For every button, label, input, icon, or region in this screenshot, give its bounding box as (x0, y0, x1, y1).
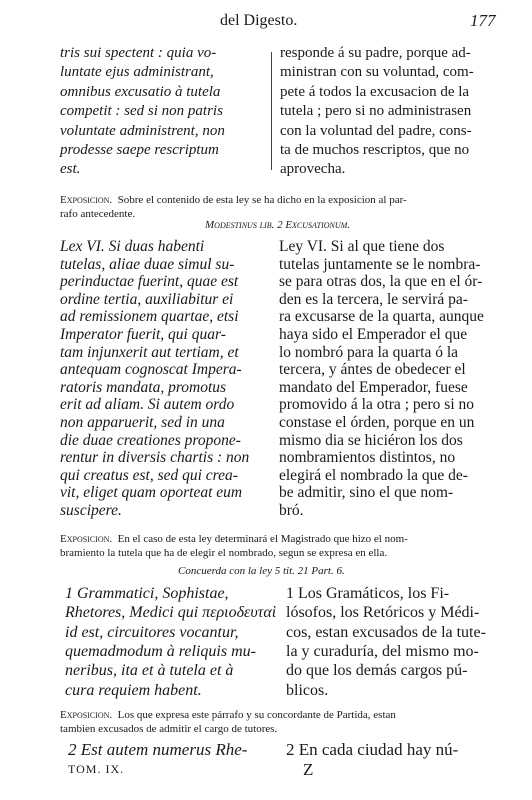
text-line: vit, eliget quam oporteat eum (60, 484, 243, 502)
text-line: lósofos, los Retóricos y Médi- (286, 604, 480, 622)
source-heading-2: Concuerda con la ley 5 tit. 21 Part. 6. (178, 565, 345, 577)
text-line: suscipere. (60, 502, 122, 519)
exposicion-text-line: tambien excusados de admitir el cargo de tutores. (60, 723, 278, 735)
exposicion-label: Exposicion. (60, 194, 113, 206)
exposicion-2 (60, 532, 490, 560)
text-line: qui creatus est, sed qui crea- (60, 466, 238, 484)
text-line: luntate ejus administrant, (60, 64, 214, 81)
text-line: cos, estan excusados de la tute- (286, 623, 486, 641)
text-line: voluntate administrent, non (60, 122, 225, 139)
text-line: ordine tertia, auxiliabitur ei (60, 290, 234, 308)
text-line: die duae creationes propone- (60, 431, 241, 449)
text-line: tutelas juntamente se le nombra- (279, 255, 481, 273)
text-line: prodesse saepe rescriptum (60, 142, 219, 158)
exposicion-text-line: En el caso de esta ley determinará el Magistrado que hizo el nom- (117, 533, 408, 545)
text-line: Ley VI. Si al que tiene dos (279, 238, 445, 255)
text-line: ta de muchos rescriptos, que no (280, 142, 470, 158)
text-line: 1 Grammatici, Sophistae, (65, 585, 229, 602)
text-line: Lex VI. Si duas habenti (60, 238, 205, 255)
text-line: se para otras dos, la que en el ór- (279, 273, 483, 291)
text-line: be admitir, sino el que nom- (279, 484, 454, 502)
text-line: neribus, ita et à tutela et à (65, 662, 234, 680)
signature-mark: TOM. IX. (68, 762, 125, 776)
text-line: est. (60, 161, 81, 178)
text-line: id est, circuitores vocantur, (65, 623, 239, 641)
exposicion-label: Exposicion. (60, 709, 113, 721)
text-line: pete á todos la excusacion de la (280, 83, 470, 100)
text-line: quemadmodum à reliquis mu- (65, 642, 256, 660)
text-line: elegirá el nombrado la que de- (279, 466, 468, 484)
text-line: tercera, y ántes de obedecer el (279, 361, 466, 379)
column-divider (271, 52, 272, 170)
source-heading-1: Modestinus lib. 2 Excusationum. (205, 219, 351, 231)
text-line: tutela ; pero si no administrasen (280, 103, 472, 120)
page-number: 177 (470, 11, 496, 30)
text-line: perinductae fuerint, quae est (60, 273, 239, 291)
running-header: del Digesto. (220, 12, 298, 29)
text-line: tris sui spectent : quia vo- (60, 45, 217, 61)
block4-latin: 2 Est autem numerus Rhe- (68, 740, 248, 759)
text-line: responde á su padre, porque ad- (280, 45, 471, 61)
text-line: Rhetores, Medici qui περιοδευταὶ (65, 604, 277, 622)
exposicion-text-line: Sobre el contenido de esta ley se ha dicho en la exposicion al par- (117, 194, 407, 206)
text-line: tutelas, aliae duae simul su- (60, 255, 235, 273)
text-line: 1 Los Gramáticos, los Fi- (286, 585, 450, 602)
exposicion-text-line: Los que expresa este párrafo y su concordante de Partida, estan (117, 709, 396, 721)
text-line: rentur in diversis chartis : non (60, 449, 250, 467)
text-line: blicos. (286, 681, 329, 699)
text-line: aprovecha. (280, 161, 346, 178)
text-line: mismo dia se hiciéron los dos (279, 431, 463, 449)
exposicion-label: Exposicion. (60, 533, 113, 545)
text-line: con la voluntad del padre, cons- (280, 122, 472, 139)
text-line: ratoris mandata, promotus (60, 378, 227, 396)
exposicion-1 (60, 193, 480, 221)
text-line: haya sido el Emperador el que (279, 326, 468, 343)
text-line: promovido á la otra ; pero si no (279, 396, 474, 414)
text-line: lo nombró para la quarta ó la (279, 343, 459, 361)
text-line: ministran con su voluntad, com- (280, 64, 474, 81)
text-line: Imperator fuerit, qui quar- (60, 326, 226, 343)
text-line: la y curaduría, del mismo mo- (286, 642, 479, 660)
text-line: nombramientos distintos, no (279, 449, 456, 467)
exposicion-text-line: rafo antecedente. (60, 208, 136, 220)
text-line: do que los demás cargos pú- (286, 662, 468, 680)
text-line: tam injunxerit aut tertiam, et (60, 343, 239, 361)
text-line: mandato del Emperador, fuese (279, 378, 468, 396)
text-line: cura requiem habent. (65, 681, 202, 699)
text-line: antequam cognoscat Impera- (60, 361, 242, 379)
text-line: erit ad aliam. Si autem ordo (60, 396, 235, 414)
exposicion-3 (60, 708, 490, 736)
text-line: competit : sed si non patris (60, 103, 223, 120)
text-line: omnibus excusatio à tutela (60, 83, 221, 100)
text-line: constase el órden, porque en un (279, 414, 475, 431)
text-line: non apparuerit, sed in una (60, 414, 225, 431)
text-line: ad remissionem quartae, etsi (60, 308, 239, 326)
exposicion-text-line: bramiento la tutela que ha de elegir el nombrado, segun se expresa en ella. (60, 547, 388, 559)
text-line: ra excusarse de la quarta, aunque (279, 308, 484, 326)
block4-spanish: 2 En cada ciudad hay nú- (286, 740, 459, 759)
text-line: den es la tercera, le servirá pa- (279, 290, 468, 308)
catchword: Z (303, 760, 314, 779)
text-line: bró. (279, 502, 304, 519)
